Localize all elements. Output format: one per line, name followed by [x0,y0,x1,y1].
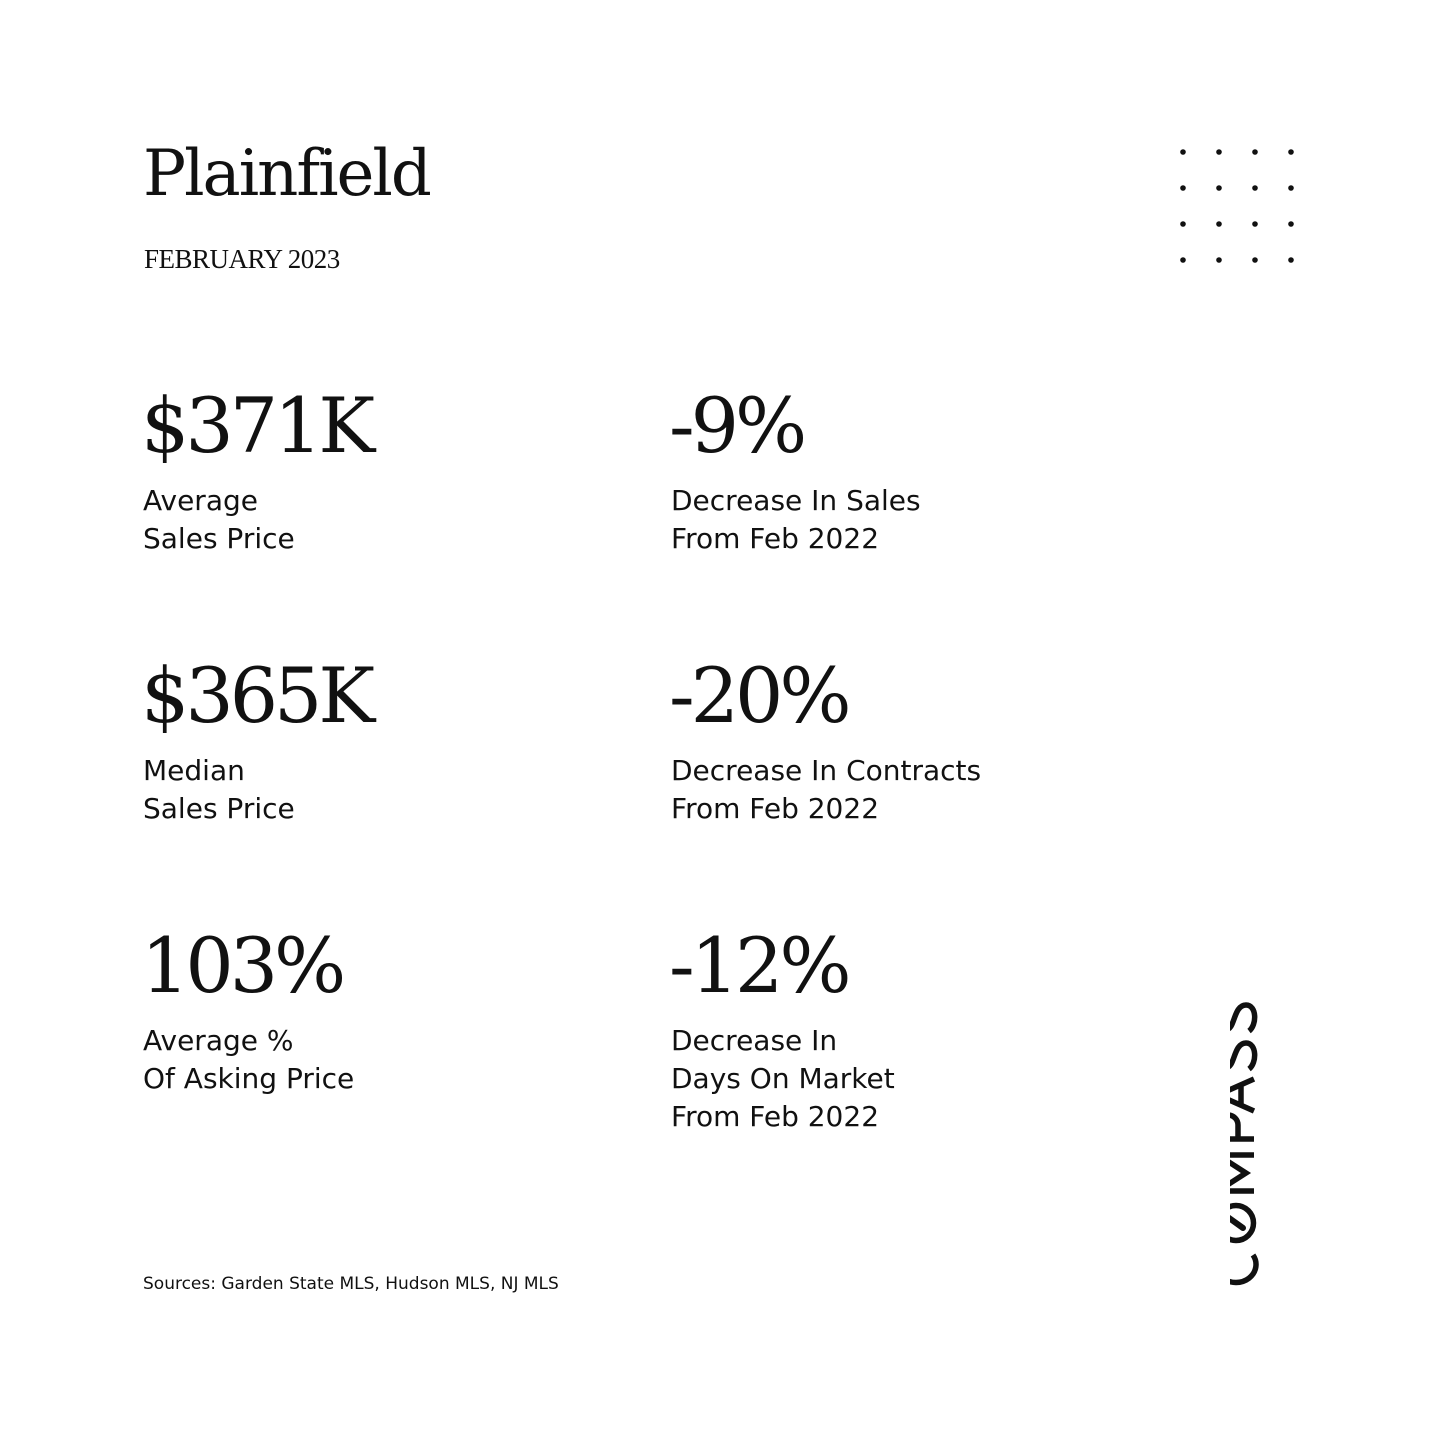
dot [1288,185,1294,191]
dot [1252,257,1258,263]
stat-value: $365K [141,651,372,740]
stat-label-line: Of Asking Price [143,1062,355,1095]
dot [1180,149,1186,155]
dot [1216,149,1222,155]
dot [1180,257,1186,263]
dot [1216,185,1222,191]
stat-label-line: Decrease In Contracts [671,754,982,787]
stat-value: -20% [669,651,848,740]
stat-label-line: Sales Price [143,792,295,825]
stat-average-percent-of-asking [141,921,623,1098]
dot [1252,149,1258,155]
dot [1252,221,1258,227]
stat-label [671,1022,1151,1136]
dot [1288,257,1294,263]
page-title: Plainfield [143,137,430,211]
stat-value: -9% [669,381,804,470]
stat-value: -12% [669,921,848,1010]
dot [1180,221,1186,227]
stat-value: $371K [141,381,372,470]
stat-label [671,752,1151,828]
stat-label-line: Average % [143,1024,294,1057]
dot [1216,221,1222,227]
sources-note: Sources: Garden State MLS, Hudson MLS, NJ MLS [143,1274,559,1294]
stat-average-sales-price [141,381,623,558]
report-period: FEBRUARY 2023 [144,244,340,274]
compass-logo-icon [1230,948,1300,1298]
stat-label-line: Sales Price [143,522,295,555]
stat-label-line: From Feb 2022 [671,1100,880,1133]
dot [1252,185,1258,191]
dot [1288,221,1294,227]
stat-value: 103% [141,921,343,1010]
stat-days-on-market-change [669,921,1151,1136]
dot-grid-icon [1172,141,1302,271]
stat-label-line: Median [143,754,245,787]
stat-label-line: From Feb 2022 [671,522,880,555]
stat-label-line: From Feb 2022 [671,792,880,825]
stat-sales-change [669,381,1151,558]
dot [1288,149,1294,155]
stat-contracts-change [669,651,1151,828]
stat-label-line: Days On Market [671,1062,895,1095]
stat-label [143,752,623,828]
dot [1216,257,1222,263]
stat-median-sales-price [141,651,623,828]
stat-label [143,482,623,558]
stat-label [143,1022,623,1098]
stat-label-line: Decrease In Sales [671,484,921,517]
dot [1180,185,1186,191]
stat-label-line: Average [143,484,258,517]
stat-label-line: Decrease In [671,1024,838,1057]
stat-label [671,482,1151,558]
